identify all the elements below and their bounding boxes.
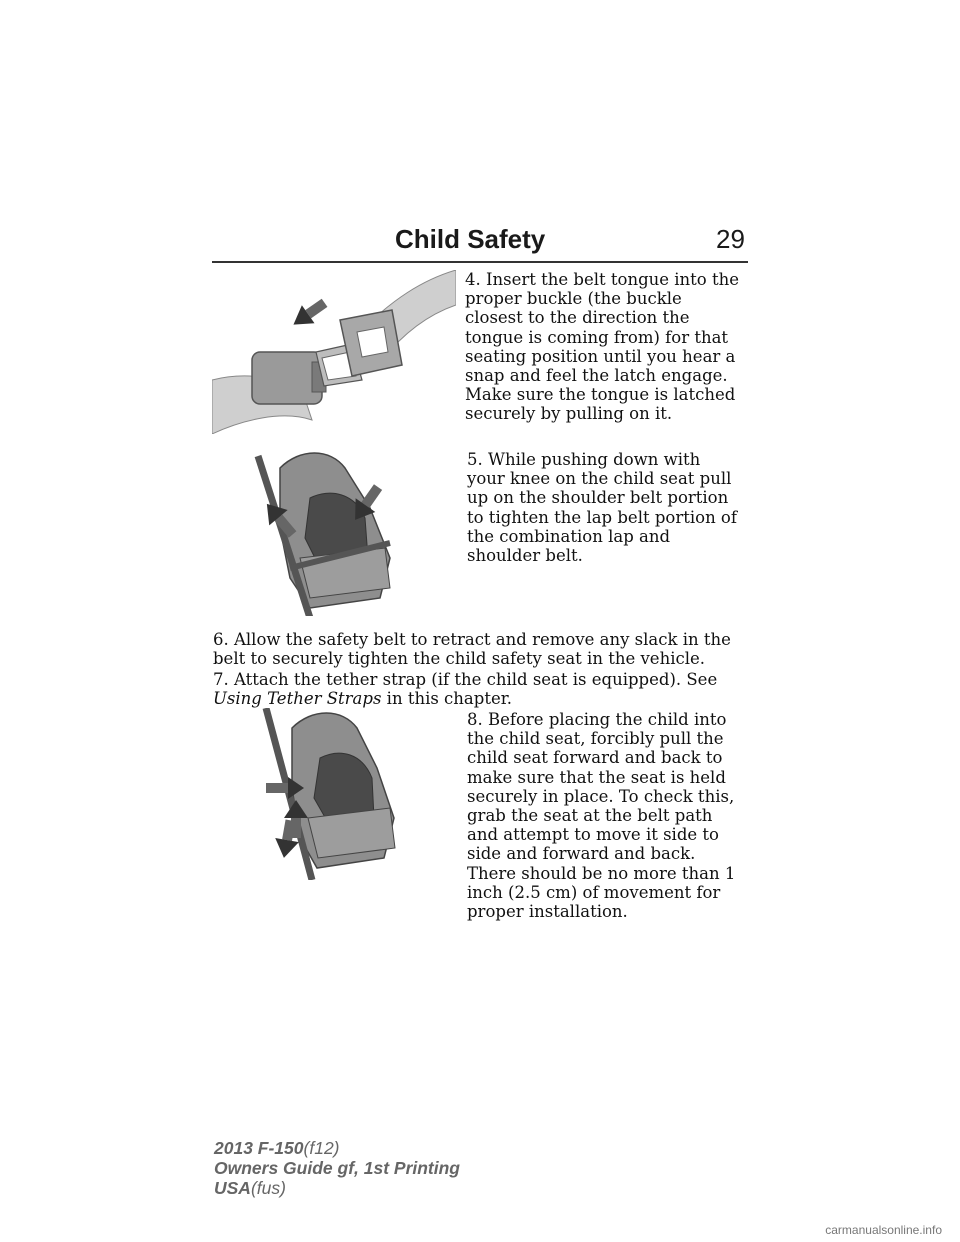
- step-5-text: 5. While pushing down with your knee on the child seat pull up on the shoulder belt portion to tighten the lap belt portion of the combination lap and shoulder belt.: [467, 450, 737, 566]
- document-footer: [214, 1138, 460, 1198]
- using-tether-straps-link[interactable]: Using Tether Straps: [213, 689, 382, 709]
- child-seat-illustration-1: [250, 448, 400, 616]
- arrow-icon: [287, 294, 331, 334]
- child-seat-illustration-2: [262, 708, 402, 880]
- footer-line-3: USA(fus): [214, 1178, 286, 1198]
- step-7-text-end: in this chapter.: [381, 689, 513, 709]
- footer-line-2: Owners Guide gf, 1st Printing: [214, 1158, 460, 1178]
- page-section-title: Child Safety: [395, 224, 546, 254]
- page-number: 29: [716, 224, 745, 254]
- header-divider: [212, 261, 748, 263]
- watermark: carmanualsonline.info: [825, 1223, 942, 1237]
- step-7-text-start: 7. Attach the tether strap (if the child seat is equipped). See: [213, 670, 718, 689]
- footer-line-1: 2013 F-150(f12): [214, 1138, 340, 1158]
- step-8-text: 8. Before placing the child into the child seat, forcibly pull the child seat forward and back to make sure that the seat is held securely in place. To check this, grab the seat at the belt path and attempt to move it side to side and forward and back. There should be no more than 1 inch (2.5 cm) of movement for proper installation.: [467, 710, 736, 922]
- step-4-text: 4. Insert the belt tongue into the proper buckle (the buckle closest to the direction the tongue is coming from) for that seating position until you hear a snap and feel the latch engage. Make sure the tongue is latched securely by pulling on it.: [465, 270, 739, 424]
- step-6-text: 6. Allow the safety belt to retract and remove any slack in the belt to securely tighten the child safety seat in the vehicle.: [213, 630, 731, 669]
- step-7-text: [213, 670, 733, 708]
- buckle-illustration: [212, 270, 456, 434]
